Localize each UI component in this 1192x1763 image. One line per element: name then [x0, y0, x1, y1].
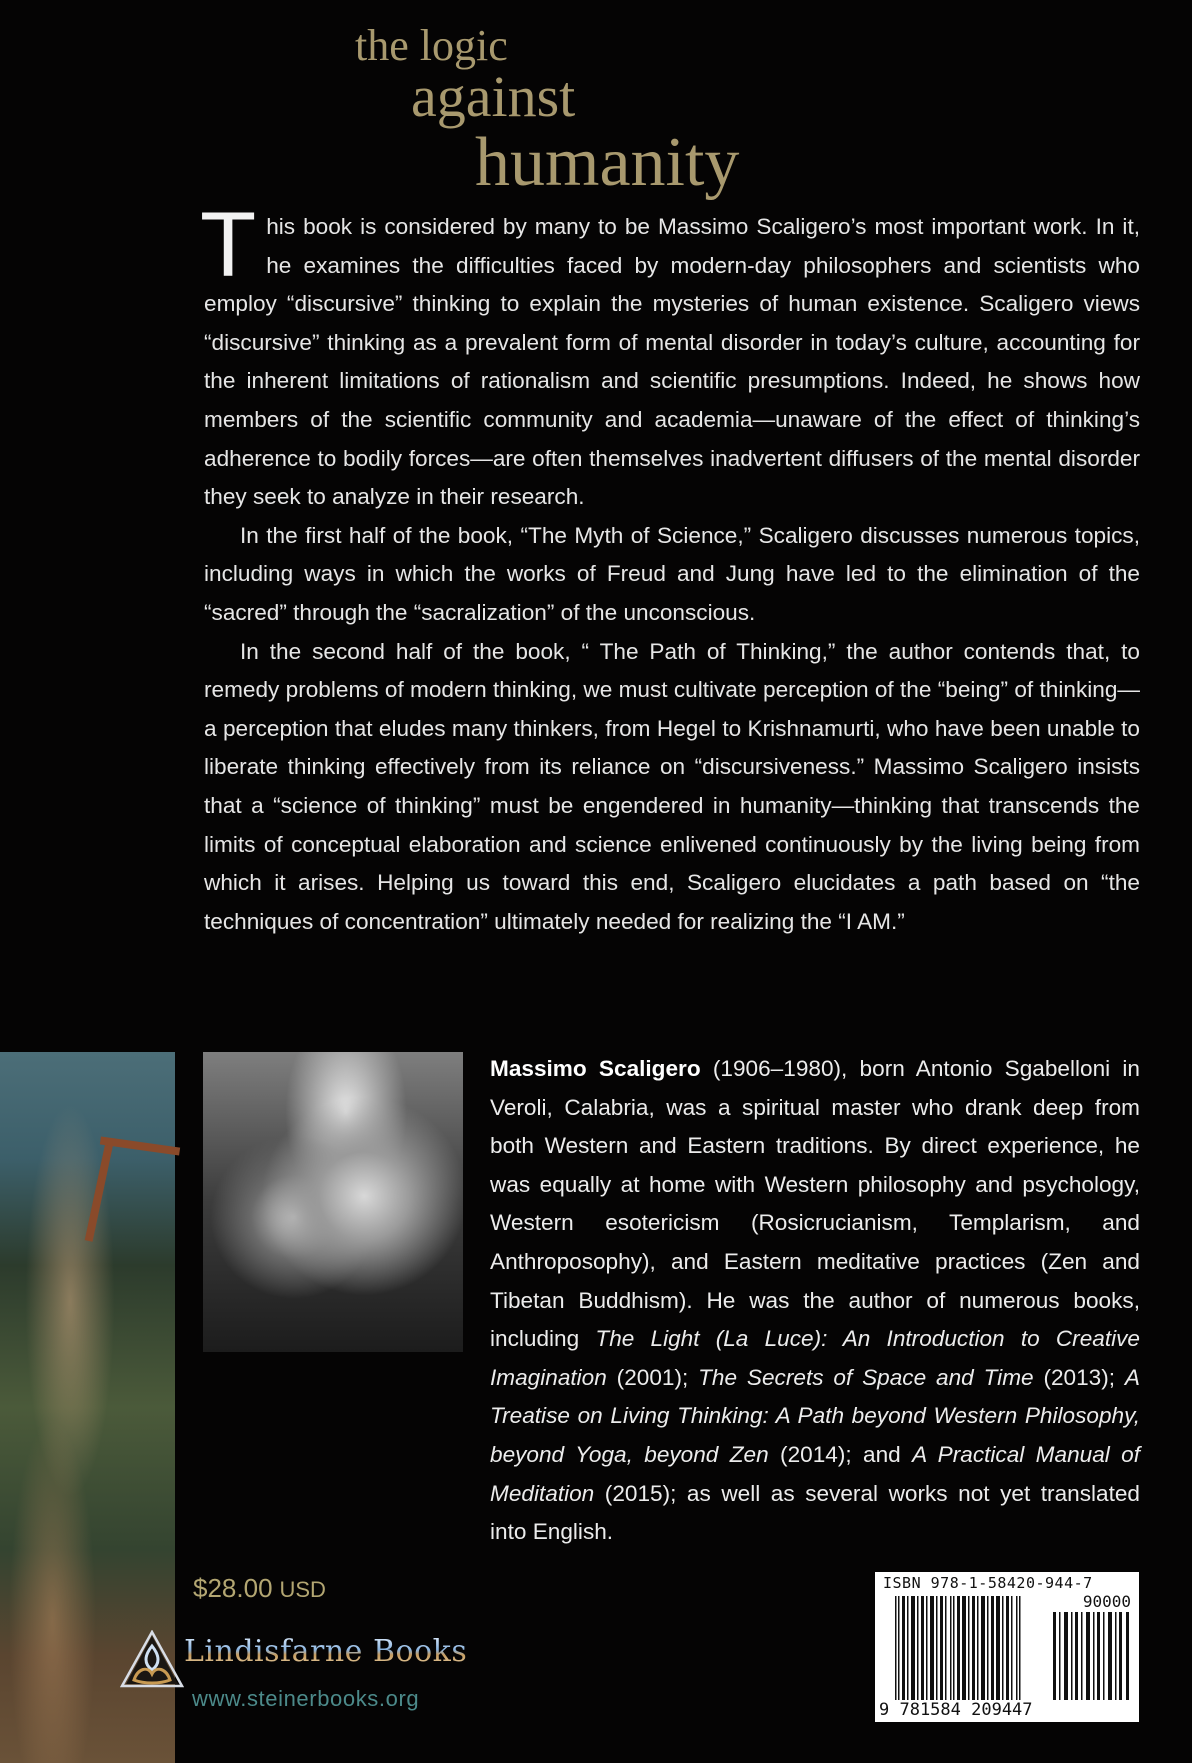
painting-lyre-detail-2 [100, 1136, 180, 1155]
publisher-url: www.steinerbooks.org [192, 1686, 420, 1711]
barcode-bars-icon [895, 1596, 1023, 1706]
celtic-triquetra-triangle-icon [120, 1630, 184, 1688]
isbn-label: ISBN 978-1-58420-944-7 [883, 1574, 1093, 1592]
title-line-3: humanity [475, 124, 740, 201]
author-photo [203, 1052, 463, 1352]
title-line-2: against [411, 64, 576, 129]
author-name: Massimo Scaligero [490, 1056, 701, 1081]
book-title-3: A Treatise on Living Thinking: A Path beyond Western Philosophy, beyond Yoga, beyond Zen [490, 1364, 1140, 1467]
price [193, 1573, 326, 1604]
isbn-barcode [875, 1572, 1139, 1722]
book-title-1: The Light (La Luce): An Introduction to Creative Imagination [490, 1326, 1140, 1390]
book-description [200, 194, 1140, 941]
barcode-addon-bars-icon [1053, 1612, 1131, 1700]
drop-cap: T [200, 194, 257, 296]
book-title-4: A Practical Manual of Meditation [490, 1441, 1140, 1506]
ean-digits: 9 781584 209447 [879, 1700, 1033, 1720]
publisher-logo [120, 1628, 480, 1688]
book-title-2: The Secrets of Space and Time [698, 1364, 1034, 1390]
title-line-1: the logic [355, 21, 508, 70]
painting-lyre-detail [85, 1142, 114, 1241]
description-paragraph-3: In the second half of the book, “ The Path of Thinking,” the author contends that, to remedy problems of modern thinking, we must cultivate perception of the “being” of thinking—a perception that eludes many thinkers, from Hegel to Krishnamurti, who have been unable to liberate thinking effectively from its reliance on “discursiveness.” Massimo Scaligero insists that a “science of thinking” must be engendered in humanity—thinking that transcends the limits of conceptual elaboration and science enlivened continuously by the living being from which it arises. Helping us toward this end, Scaligero elucidates a path based on “the techniques of concentration” ultimately needed for realizing the “I AM.” [204, 638, 1140, 934]
publisher-name: Lindisfarne Books [184, 1634, 468, 1669]
description-paragraph-2: In the first half of the book, “The Myth of Science,” Scaligero discusses numerous topics, including ways in which the works of Freud and Jung have led to the elimination of the “sacred” through the “sacralization” of the unconscious. [204, 522, 1140, 625]
description-paragraph-1: This book is considered by many to be Massimo Scaligero’s most important work. In it, he examines the difficulties faced by modern-day philosophers and scientists who employ “discursive” thinking to explain the mysteries of human existence. Scaligero views “discursive” thinking as a prevalent form of mental disorder in today’s culture, accounting for the inherent limitations of rationalism and scientific presumptions. Indeed, he shows how members of the scientific community and academia—unaware of the effect of thinking’s adherence to bodily forces—are often themselves inadvertent diffusers of the mental disorder they seek to analyze in their research. [200, 194, 1140, 510]
barcode-addon-number: 90000 [1082, 1592, 1131, 1611]
price-currency: USD [279, 1577, 326, 1602]
price-amount: $28.00 [193, 1573, 273, 1603]
author-bio: Massimo Scaligero (1906–1980), born Antonio Sgabelloni in Veroli, Calabria, was a spiritual master who drank deep from both Western and Eastern traditions. By direct experience, he was equally at home with Western philosophy and psychology, Western esotericism (Rosicrucianism, Templarism, and Anthroposophy), and Eastern meditative practices (Zen and Tibetan Buddhism). He was the author of numerous books, including The Light (La Luce): An Introduction to Creative Imagination (2001); The Secrets of Space and Time (2013); A Treatise on Living Thinking: A Path beyond Western Philosophy, beyond Yoga, beyond Zen (2014); and A Practical Manual of Meditation (2015); as well as several works not yet translated into English. [490, 1056, 1140, 1545]
